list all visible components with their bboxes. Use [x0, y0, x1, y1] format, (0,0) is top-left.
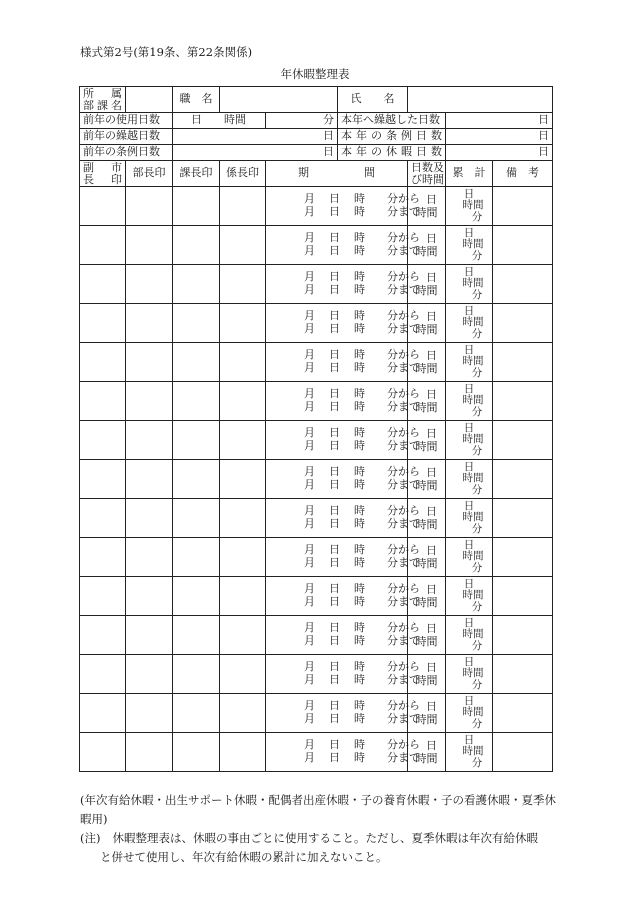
period-to: 月 日 時 分まで — [304, 361, 420, 374]
cumulative-cell[interactable]: 日 時間 分 — [446, 304, 493, 343]
cumulative-cell[interactable]: 日 時間 分 — [446, 733, 493, 772]
days-hours-cell[interactable]: 日 時間 — [408, 187, 446, 226]
prev-ordinance-label: 前年の条例日数 — [80, 145, 173, 161]
note-line-1: 休暇整理表は、休暇の事由ごとに使用すること。ただし、夏季休暇は年次有給休暇 — [112, 831, 538, 845]
job-label: 職 名 — [173, 87, 220, 113]
section-chief-stamp-cell[interactable] — [173, 421, 220, 460]
days-hours-cell[interactable]: 日 時間 — [408, 382, 446, 421]
remarks-cell[interactable] — [493, 538, 553, 577]
col-vice-mayor: 副 市 長 印 — [80, 161, 126, 187]
vice-mayor-stamp-cell[interactable] — [80, 499, 126, 538]
vice-mayor-stamp-cell[interactable] — [80, 382, 126, 421]
column-header-row — [80, 161, 553, 187]
vice-mayor-stamp-cell[interactable] — [80, 460, 126, 499]
entry-row — [80, 343, 553, 382]
period-to: 月 日 時 分まで — [304, 283, 420, 296]
period-cell[interactable] — [266, 421, 420, 460]
period-cell[interactable] — [266, 343, 420, 382]
this-leave-label: 本年の休暇日数 — [338, 145, 446, 161]
period-from: 月 日 時 分から — [304, 504, 420, 518]
days-hours-cell[interactable]: 日 時間 — [408, 460, 446, 499]
remarks-cell[interactable] — [493, 655, 553, 694]
prev-used-minutes[interactable]: 分 — [266, 113, 338, 129]
entry-row — [80, 655, 553, 694]
name-label: 氏 名 — [338, 87, 408, 113]
period-from: 月 日 時 分から — [304, 387, 420, 401]
unit-chief-stamp-cell[interactable] — [220, 421, 266, 460]
usage-note — [80, 829, 558, 848]
period-to: 月 日 時 分まで — [304, 751, 420, 764]
vice-mayor-stamp-cell[interactable] — [80, 343, 126, 382]
unit-chief-stamp-cell[interactable] — [220, 226, 266, 265]
summary-row-2 — [80, 129, 553, 145]
carry-to-this-label: 本年へ繰越した日数 — [338, 113, 446, 129]
prev-ordinance-value[interactable]: 日 — [173, 145, 338, 161]
period-from: 月 日 時 分から — [304, 738, 420, 752]
director-stamp-cell[interactable] — [126, 538, 173, 577]
entry-row — [80, 304, 553, 343]
cumulative-cell[interactable]: 日 時間 分 — [446, 655, 493, 694]
period-cell[interactable] — [266, 460, 420, 499]
vice-mayor-stamp-cell[interactable] — [80, 538, 126, 577]
period-to: 月 日 時 分まで — [304, 244, 420, 257]
unit-chief-stamp-cell[interactable] — [220, 499, 266, 538]
director-stamp-cell[interactable] — [126, 733, 173, 772]
remarks-cell[interactable] — [493, 421, 553, 460]
period-cell[interactable] — [266, 694, 420, 733]
section-chief-stamp-cell[interactable] — [173, 538, 220, 577]
remarks-cell[interactable] — [493, 694, 553, 733]
director-stamp-cell[interactable] — [126, 616, 173, 655]
unit-chief-stamp-cell[interactable] — [220, 304, 266, 343]
entry-row — [80, 538, 553, 577]
leave-types-note: (年次有給休暇・出生サポート休暇・配偶者出産休暇・子の養育休暇・子の看護休暇・夏季休暇用) — [80, 793, 556, 826]
period-cell[interactable] — [266, 226, 420, 265]
unit-chief-stamp-cell[interactable] — [220, 265, 266, 304]
entry-row — [80, 382, 553, 421]
days-hours-cell[interactable]: 日 時間 — [408, 655, 446, 694]
summary-row-1 — [80, 113, 553, 129]
remarks-cell[interactable] — [493, 226, 553, 265]
remarks-cell[interactable] — [493, 616, 553, 655]
form-number: 様式第2号(第19条、第22条関係) — [80, 45, 253, 59]
col-remarks: 備 考 — [493, 161, 553, 187]
vice-mayor-stamp-cell[interactable] — [80, 187, 126, 226]
entry-row — [80, 187, 553, 226]
unit-chief-stamp-cell[interactable] — [220, 538, 266, 577]
col-director: 部長印 — [126, 161, 173, 187]
col-period: 期 間 — [266, 161, 408, 187]
period-from: 月 日 時 分から — [304, 582, 420, 596]
this-ordinance-label: 本年の条例日数 — [338, 129, 446, 145]
days-hours-cell[interactable]: 日 時間 — [408, 538, 446, 577]
vice-mayor-stamp-cell[interactable] — [80, 616, 126, 655]
this-leave-value[interactable]: 日 — [446, 145, 553, 161]
header-row — [80, 87, 553, 113]
summary-row-3 — [80, 145, 553, 161]
period-cell[interactable] — [266, 577, 420, 616]
period-to: 月 日 時 分まで — [304, 439, 420, 452]
dept-value-cell[interactable] — [126, 87, 173, 113]
period-from: 月 日 時 分から — [304, 192, 420, 206]
period-cell[interactable] — [266, 304, 420, 343]
period-from: 月 日 時 分から — [304, 426, 420, 440]
job-value-cell[interactable] — [220, 87, 338, 113]
remarks-cell[interactable] — [493, 343, 553, 382]
director-stamp-cell[interactable] — [126, 421, 173, 460]
col-section-chief: 課長印 — [173, 161, 220, 187]
leave-record-table — [79, 86, 553, 772]
period-cell[interactable] — [266, 265, 420, 304]
cumulative-cell[interactable]: 日 時間 分 — [446, 616, 493, 655]
section-chief-stamp-cell[interactable] — [173, 577, 220, 616]
entry-row — [80, 733, 553, 772]
unit-chief-stamp-cell[interactable] — [220, 577, 266, 616]
remarks-cell[interactable] — [493, 577, 553, 616]
period-cell[interactable] — [266, 382, 420, 421]
section-chief-stamp-cell[interactable] — [173, 187, 220, 226]
period-cell[interactable] — [266, 499, 420, 538]
section-chief-stamp-cell[interactable] — [173, 733, 220, 772]
period-to: 月 日 時 分まで — [304, 673, 420, 686]
name-value-cell[interactable] — [408, 87, 553, 113]
vice-mayor-stamp-cell[interactable] — [80, 265, 126, 304]
period-to: 月 日 時 分まで — [304, 634, 420, 647]
section-chief-stamp-cell[interactable] — [173, 343, 220, 382]
vice-mayor-stamp-cell[interactable] — [80, 694, 126, 733]
unit-chief-stamp-cell[interactable] — [220, 694, 266, 733]
cumulative-cell[interactable]: 日 時間 分 — [446, 694, 493, 733]
days-hours-cell[interactable]: 日 時間 — [408, 343, 446, 382]
director-stamp-cell[interactable] — [126, 577, 173, 616]
section-chief-stamp-cell[interactable] — [173, 616, 220, 655]
director-stamp-cell[interactable] — [126, 694, 173, 733]
entry-row — [80, 460, 553, 499]
period-from: 月 日 時 分から — [304, 621, 420, 635]
unit-chief-stamp-cell[interactable] — [220, 187, 266, 226]
prev-carry-label: 前年の繰越日数 — [80, 129, 173, 145]
section-chief-stamp-cell[interactable] — [173, 694, 220, 733]
entry-row — [80, 421, 553, 460]
period-to: 月 日 時 分まで — [304, 205, 420, 218]
entry-row — [80, 226, 553, 265]
days-hours-cell[interactable]: 日 時間 — [408, 499, 446, 538]
period-from: 月 日 時 分から — [304, 543, 420, 557]
period-cell[interactable] — [266, 538, 420, 577]
period-to: 月 日 時 分まで — [304, 595, 420, 608]
period-from: 月 日 時 分から — [304, 270, 420, 284]
unit-chief-stamp-cell[interactable] — [220, 733, 266, 772]
period-to: 月 日 時 分まで — [304, 478, 420, 491]
days-hours-cell[interactable]: 日 時間 — [408, 304, 446, 343]
entry-row — [80, 265, 553, 304]
section-chief-stamp-cell[interactable] — [173, 460, 220, 499]
vice-mayor-stamp-cell[interactable] — [80, 655, 126, 694]
unit-chief-stamp-cell[interactable] — [220, 343, 266, 382]
cumulative-cell[interactable]: 日 時間 分 — [446, 343, 493, 382]
entry-row — [80, 694, 553, 733]
period-to: 月 日 時 分まで — [304, 517, 420, 530]
section-chief-stamp-cell[interactable] — [173, 499, 220, 538]
period-from: 月 日 時 分から — [304, 309, 420, 323]
section-chief-stamp-cell[interactable] — [173, 226, 220, 265]
unit-chief-stamp-cell[interactable] — [220, 655, 266, 694]
note-prefix: (注) — [80, 831, 101, 845]
cumulative-cell[interactable]: 日 時間 分 — [446, 265, 493, 304]
section-chief-stamp-cell[interactable] — [173, 265, 220, 304]
entry-row — [80, 499, 553, 538]
vice-mayor-stamp-cell[interactable] — [80, 733, 126, 772]
director-stamp-cell[interactable] — [126, 499, 173, 538]
section-chief-stamp-cell[interactable] — [173, 304, 220, 343]
remarks-cell[interactable] — [493, 499, 553, 538]
carry-to-this-value[interactable]: 日 — [446, 113, 553, 129]
cumulative-cell[interactable]: 日 時間 分 — [446, 226, 493, 265]
period-to: 月 日 時 分まで — [304, 712, 420, 725]
remarks-cell[interactable] — [493, 382, 553, 421]
period-cell[interactable] — [266, 733, 420, 772]
days-hours-cell[interactable]: 日 時間 — [408, 733, 446, 772]
days-hours-cell[interactable]: 日 時間 — [408, 265, 446, 304]
cumulative-cell[interactable]: 日 時間 分 — [446, 187, 493, 226]
days-hours-cell[interactable]: 日 時間 — [408, 226, 446, 265]
prev-carry-value[interactable]: 日 — [173, 129, 338, 145]
director-stamp-cell[interactable] — [126, 655, 173, 694]
vice-mayor-stamp-cell[interactable] — [80, 304, 126, 343]
vice-mayor-stamp-cell[interactable] — [80, 577, 126, 616]
period-from: 月 日 時 分から — [304, 231, 420, 245]
col-cumulative: 累 計 — [446, 161, 493, 187]
col-unit-chief: 係長印 — [220, 161, 266, 187]
unit-chief-stamp-cell[interactable] — [220, 460, 266, 499]
director-stamp-cell[interactable] — [126, 343, 173, 382]
director-stamp-cell[interactable] — [126, 460, 173, 499]
col-days-hours: 日数及 び時間 — [408, 161, 446, 187]
vice-mayor-stamp-cell[interactable] — [80, 421, 126, 460]
cumulative-cell[interactable]: 日 時間 分 — [446, 460, 493, 499]
director-stamp-cell[interactable] — [126, 382, 173, 421]
period-to: 月 日 時 分まで — [304, 322, 420, 335]
cumulative-cell[interactable]: 日 時間 分 — [446, 382, 493, 421]
unit-chief-stamp-cell[interactable] — [220, 616, 266, 655]
entry-row — [80, 616, 553, 655]
cumulative-cell[interactable]: 日 時間 分 — [446, 421, 493, 460]
footer-notes — [80, 791, 558, 867]
period-cell[interactable] — [266, 655, 420, 694]
days-hours-cell[interactable]: 日 時間 — [408, 421, 446, 460]
prev-used-label: 前年の使用日数 — [80, 113, 173, 129]
period-from: 月 日 時 分から — [304, 660, 420, 674]
period-cell[interactable] — [266, 187, 420, 226]
director-stamp-cell[interactable] — [126, 187, 173, 226]
prev-used-value[interactable]: 日 時間 — [173, 113, 266, 129]
period-from: 月 日 時 分から — [304, 699, 420, 713]
unit-chief-stamp-cell[interactable] — [220, 382, 266, 421]
section-chief-stamp-cell[interactable] — [173, 382, 220, 421]
form-title: 年休暇整理表 — [280, 67, 350, 81]
period-from: 月 日 時 分から — [304, 465, 420, 479]
director-stamp-cell[interactable] — [126, 304, 173, 343]
remarks-cell[interactable] — [493, 304, 553, 343]
dept-label: 所 属 部課名 — [80, 87, 126, 113]
cumulative-cell[interactable]: 日 時間 分 — [446, 538, 493, 577]
remarks-cell[interactable] — [493, 187, 553, 226]
entry-row — [80, 577, 553, 616]
period-cell[interactable] — [266, 616, 420, 655]
remarks-cell[interactable] — [493, 460, 553, 499]
period-to: 月 日 時 分まで — [304, 556, 420, 569]
section-chief-stamp-cell[interactable] — [173, 655, 220, 694]
days-hours-cell[interactable]: 日 時間 — [408, 694, 446, 733]
period-from: 月 日 時 分から — [304, 348, 420, 362]
leave-record-table-wrap — [79, 86, 552, 772]
director-stamp-cell[interactable] — [126, 265, 173, 304]
days-hours-cell[interactable]: 日 時間 — [408, 577, 446, 616]
cumulative-cell[interactable]: 日 時間 分 — [446, 499, 493, 538]
period-to: 月 日 時 分まで — [304, 400, 420, 413]
vice-mayor-stamp-cell[interactable] — [80, 226, 126, 265]
cumulative-cell[interactable]: 日 時間 分 — [446, 577, 493, 616]
remarks-cell[interactable] — [493, 265, 553, 304]
remarks-cell[interactable] — [493, 733, 553, 772]
this-ordinance-value[interactable]: 日 — [446, 129, 553, 145]
days-hours-cell[interactable]: 日 時間 — [408, 616, 446, 655]
director-stamp-cell[interactable] — [126, 226, 173, 265]
usage-note-continued: と併せて使用し、年次有給休暇の累計に加えないこと。 — [100, 850, 388, 864]
